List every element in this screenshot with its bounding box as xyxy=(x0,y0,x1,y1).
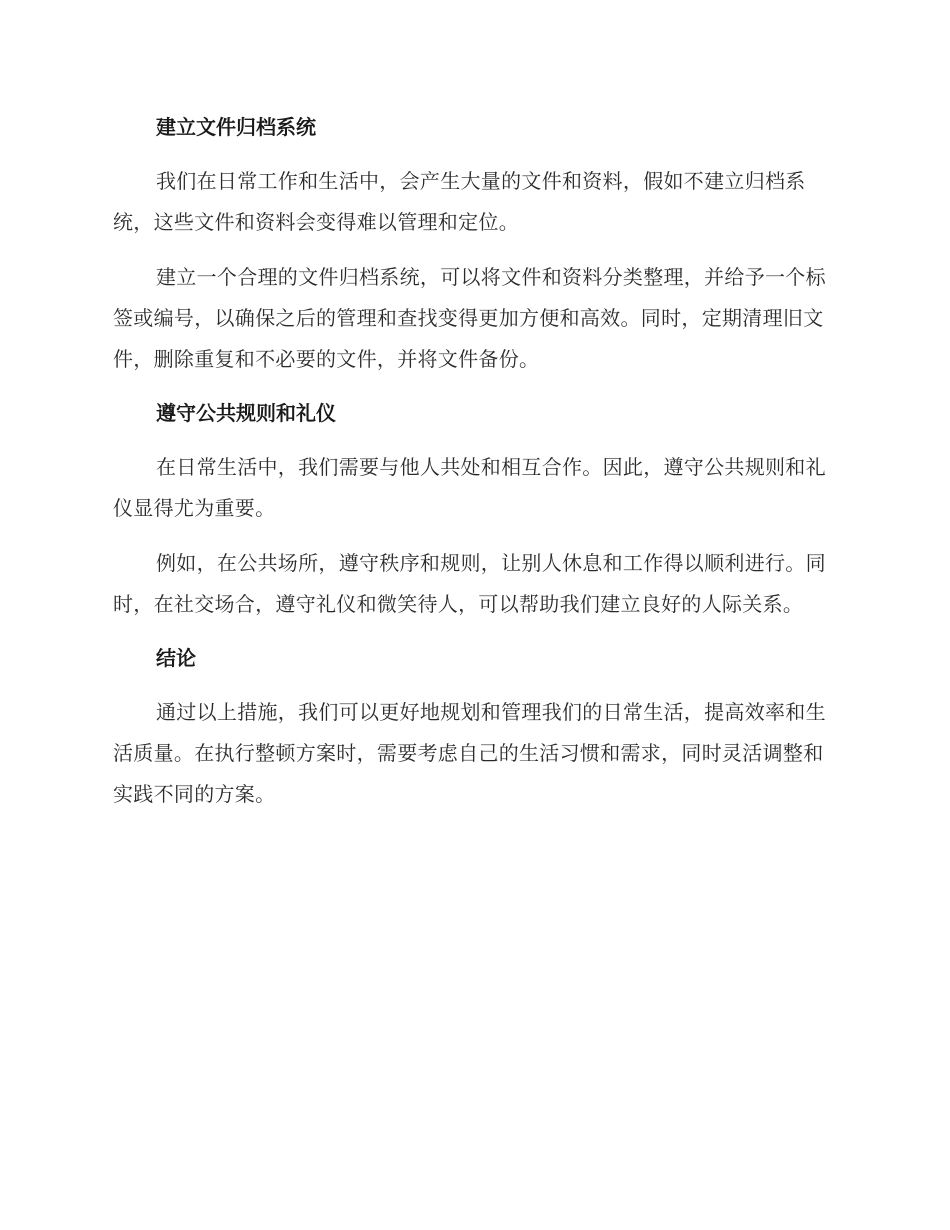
section-heading-archive: 建立文件归档系统 xyxy=(156,115,316,139)
paragraph: 建立一个合理的文件归档系统，可以将文件和资料分类整理，并给予一个标签或编号，以确保之后的管理和查找变得更加方便和高效。同时，定期清理旧文件，删除重复和不必要的文件，并将文件备份。 xyxy=(113,265,826,371)
paragraph: 通过以上措施，我们可以更好地规划和管理我们的日常生活，提高效率和生活质量。在执行整顿方案时，需要考虑自己的生活习惯和需求，同时灵活调整和实践不同的方案。 xyxy=(113,700,826,806)
section-heading-conclusion: 结论 xyxy=(156,646,196,670)
paragraph: 例如，在公共场所，遵守秩序和规则，让别人休息和工作得以顺利进行。同时，在社交场合，遵守礼仪和微笑待人，可以帮助我们建立良好的人际关系。 xyxy=(113,551,826,616)
section-heading-etiquette: 遵守公共规则和礼仪 xyxy=(156,401,336,425)
paragraph: 我们在日常工作和生活中，会产生大量的文件和资料，假如不建立归档系统，这些文件和资料会变得难以管理和定位。 xyxy=(113,169,806,234)
paragraph: 在日常生活中，我们需要与他人共处和相互合作。因此，遵守公共规则和礼仪显得尤为重要。 xyxy=(113,455,826,520)
document-page xyxy=(113,106,833,815)
